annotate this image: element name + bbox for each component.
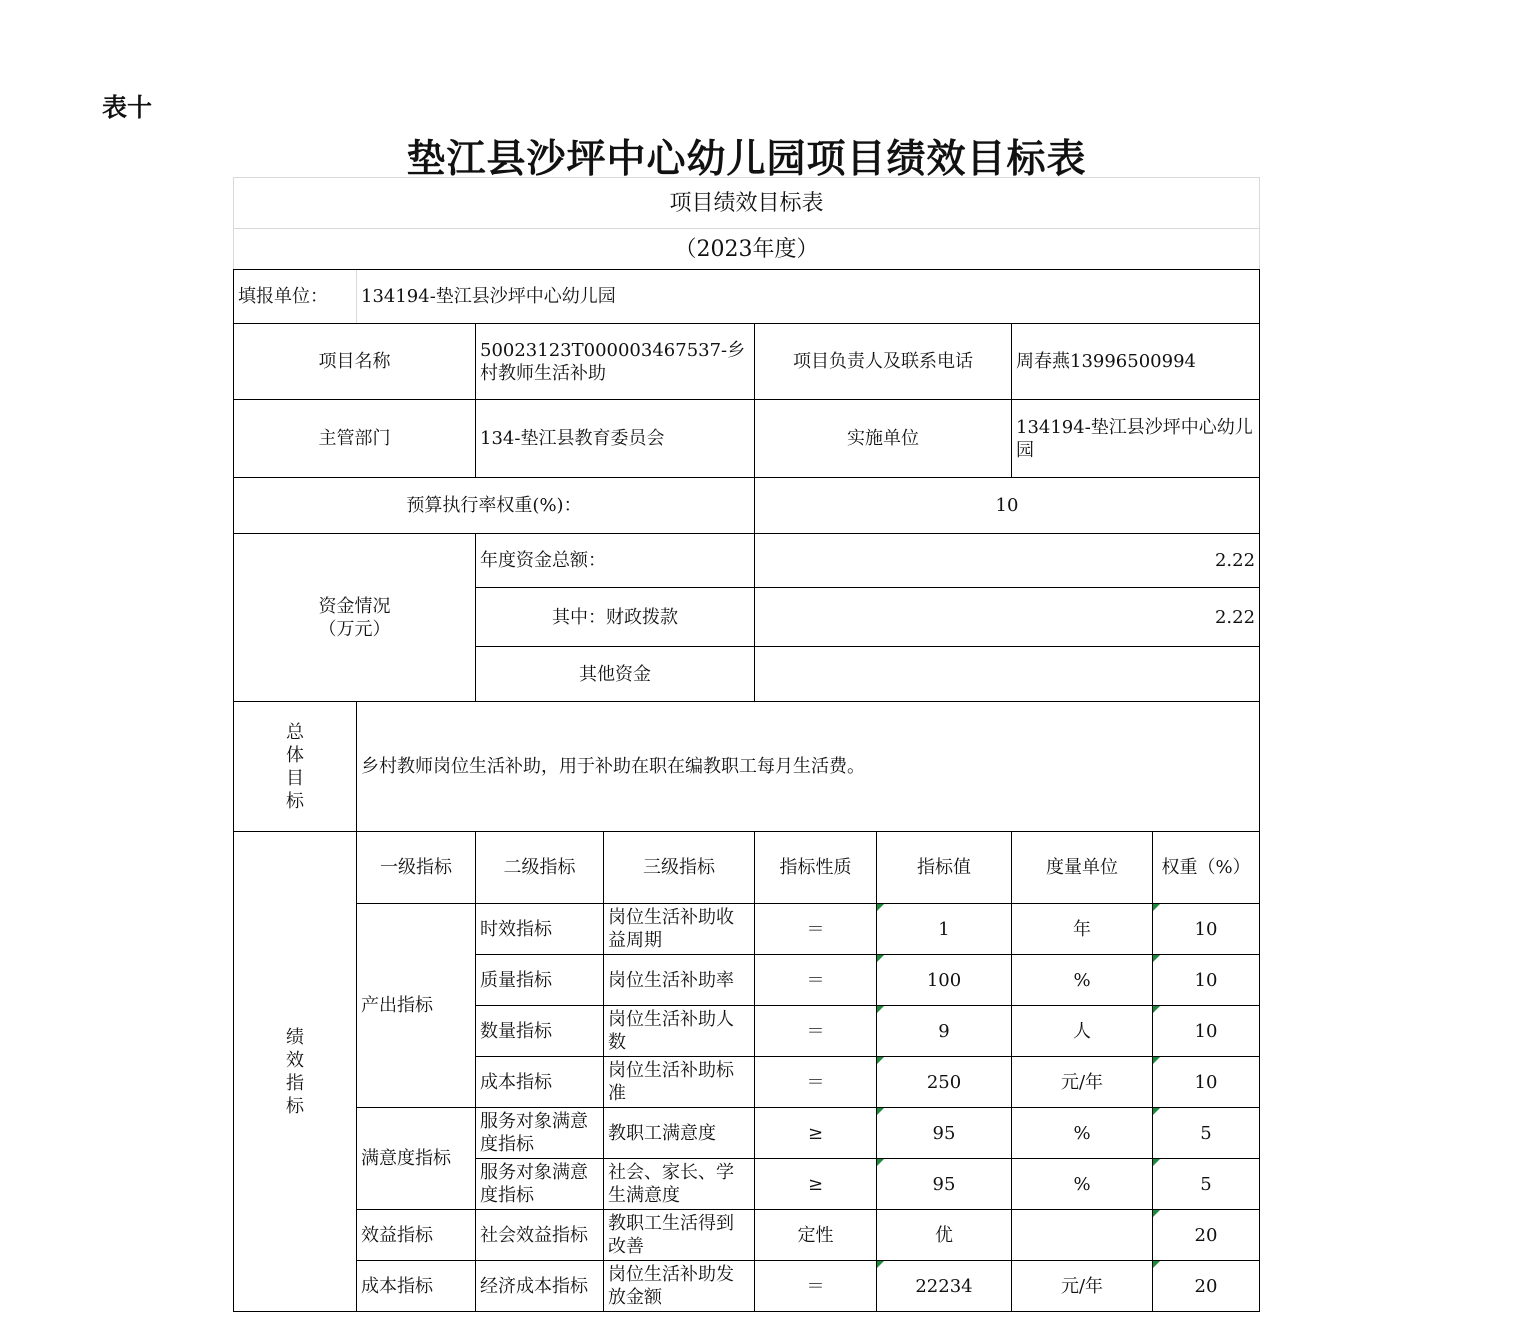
funds-other-value (755, 647, 1260, 702)
row-weight: 10 (1153, 904, 1260, 955)
row-nature: ＝ (755, 955, 877, 1006)
row-l3: 岗位生活补助标准 (604, 1057, 755, 1108)
level1-satisfaction: 满意度指标 (357, 1108, 476, 1210)
table-row (234, 1261, 1260, 1312)
impl-label: 实施单位 (755, 400, 1012, 478)
row-value: 9 (877, 1006, 1012, 1057)
row-unit: % (1012, 955, 1153, 1006)
row-unit: 元/年 (1012, 1057, 1153, 1108)
row-nature: ＝ (755, 1057, 877, 1108)
row-unit: 年 (1012, 904, 1153, 955)
row-unit: % (1012, 1108, 1153, 1159)
row-value: 95 (877, 1159, 1012, 1210)
row-nature: ＝ (755, 1006, 877, 1057)
row-value: 100 (877, 955, 1012, 1006)
row-l2: 服务对象满意度指标 (476, 1159, 604, 1210)
goal-label (234, 702, 357, 832)
row-weight: 20 (1153, 1210, 1260, 1261)
level1-benefit: 效益指标 (357, 1210, 476, 1261)
table-year: （2023年度） (234, 229, 1260, 270)
row-l2: 社会效益指标 (476, 1210, 604, 1261)
row-weight: 10 (1153, 955, 1260, 1006)
row-weight: 20 (1153, 1261, 1260, 1312)
row-value: 1 (877, 904, 1012, 955)
indicators-section-label (234, 832, 357, 1312)
row-l2: 经济成本指标 (476, 1261, 604, 1312)
row-unit: 人 (1012, 1006, 1153, 1057)
row-value: 95 (877, 1108, 1012, 1159)
col-header-level1: 一级指标 (357, 832, 476, 904)
row-unit (1012, 1210, 1153, 1261)
row-l3: 岗位生活补助发放金额 (604, 1261, 755, 1312)
row-l3: 教职工满意度 (604, 1108, 755, 1159)
col-header-level2: 二级指标 (476, 832, 604, 904)
table-row (234, 1210, 1260, 1261)
indicators-section-label-text: 绩效指标 (286, 1026, 304, 1117)
budget-weight-label: 预算执行率权重(%)： (234, 478, 755, 534)
row-l3: 社会、家长、学生满意度 (604, 1159, 755, 1210)
row-unit: % (1012, 1159, 1153, 1210)
funds-other-label: 其他资金 (476, 647, 755, 702)
row-nature: 定性 (755, 1210, 877, 1261)
row-l2: 数量指标 (476, 1006, 604, 1057)
row-l3: 岗位生活补助率 (604, 955, 755, 1006)
form-label: 表十 (102, 93, 153, 122)
row-l2: 时效指标 (476, 904, 604, 955)
col-header-unit: 度量单位 (1012, 832, 1153, 904)
dept-label: 主管部门 (234, 400, 476, 478)
contact-label: 项目负责人及联系电话 (755, 324, 1012, 400)
funds-total-value: 2.22 (755, 534, 1260, 588)
unit-label: 填报单位： (234, 270, 357, 324)
unit-value: 134194-垫江县沙坪中心幼儿园 (357, 270, 1260, 324)
row-value: 250 (877, 1057, 1012, 1108)
col-header-value: 指标值 (877, 832, 1012, 904)
row-nature: ≥ (755, 1108, 877, 1159)
table-row (234, 1108, 1260, 1159)
row-unit: 元/年 (1012, 1261, 1153, 1312)
table-row (234, 904, 1260, 955)
funds-total-label: 年度资金总额： (476, 534, 755, 588)
row-nature: ≥ (755, 1159, 877, 1210)
dept-value: 134-垫江县教育委员会 (476, 400, 755, 478)
row-l2: 服务对象满意度指标 (476, 1108, 604, 1159)
row-nature: ＝ (755, 904, 877, 955)
impl-value: 134194-垫江县沙坪中心幼儿园 (1012, 400, 1260, 478)
budget-weight-value: 10 (755, 478, 1260, 534)
table-subtitle: 项目绩效目标表 (234, 178, 1260, 229)
performance-target-table (233, 177, 1260, 1312)
row-l3: 岗位生活补助收益周期 (604, 904, 755, 955)
project-name-value: 50023123T000003467537-乡村教师生活补助 (476, 324, 755, 400)
funds-label (234, 534, 476, 702)
row-weight: 10 (1153, 1057, 1260, 1108)
row-l3: 岗位生活补助人数 (604, 1006, 755, 1057)
contact-value: 周春燕13996500994 (1012, 324, 1260, 400)
page-title: 垫江县沙坪中心幼儿园项目绩效目标表 (406, 136, 1087, 182)
row-value: 优 (877, 1210, 1012, 1261)
goal-label-text: 总体目标 (286, 721, 304, 812)
funds-label-text: 资金情况（万元） (318, 595, 391, 640)
level1-cost: 成本指标 (357, 1261, 476, 1312)
row-weight: 5 (1153, 1108, 1260, 1159)
row-weight: 10 (1153, 1006, 1260, 1057)
row-l3: 教职工生活得到改善 (604, 1210, 755, 1261)
row-weight: 5 (1153, 1159, 1260, 1210)
row-value: 22234 (877, 1261, 1012, 1312)
col-header-level3: 三级指标 (604, 832, 755, 904)
row-l2: 成本指标 (476, 1057, 604, 1108)
row-l2: 质量指标 (476, 955, 604, 1006)
project-name-label: 项目名称 (234, 324, 476, 400)
funds-fiscal-value: 2.22 (755, 588, 1260, 647)
col-header-nature: 指标性质 (755, 832, 877, 904)
level1-output: 产出指标 (357, 904, 476, 1108)
row-nature: ＝ (755, 1261, 877, 1312)
goal-text: 乡村教师岗位生活补助，用于补助在职在编教职工每月生活费。 (357, 702, 1260, 832)
col-header-weight: 权重（%） (1153, 832, 1260, 904)
funds-fiscal-label: 其中：财政拨款 (476, 588, 755, 647)
